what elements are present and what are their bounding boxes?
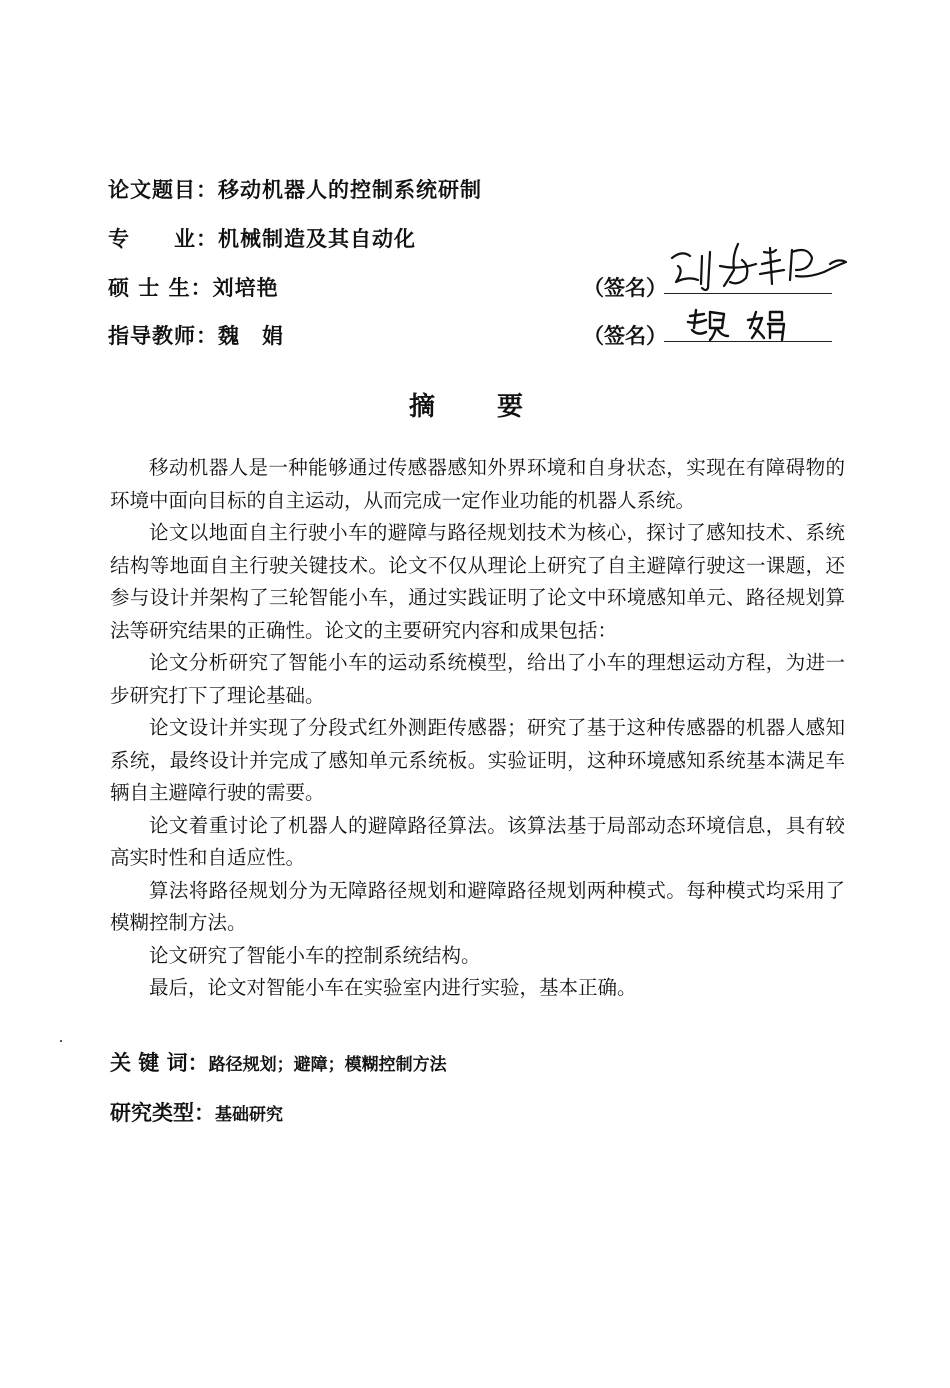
abstract-paragraph: 算法将路径规划分为无障路径规划和避障路径规划两种模式。每种模式均采用了模糊控制方法。 [110,878,845,934]
thesis-title-label: 论文题目： [108,178,218,202]
abstract-title: 摘 要 [408,392,541,422]
advisor-label: 指导教师： [108,324,218,348]
student-label: 硕 士 生： [108,276,213,300]
thesis-title-row [108,174,482,204]
research-type-label: 研究类型： [110,1101,215,1125]
major-row [108,223,416,253]
research-type-row [110,1097,283,1127]
major-label: 专 业： [108,227,218,251]
advisor-row [108,320,284,350]
abstract-paragraph: 论文研究了智能小车的控制系统结构。 [149,943,481,967]
abstract-paragraph: 论文设计并实现了分段式红外测距传感器；研究了基于这种传感器的机器人感知系统，最终设计并完成了感知单元系统板。实验证明，这种环境感知系统基本满足车辆自主避障行驶的需要。 [110,716,845,804]
abstract-body [110,452,845,1005]
advisor-signature [686,306,796,344]
abstract-paragraph: 最后，论文对智能小车在实验室内进行实验，基本正确。 [149,976,637,999]
student-row [108,272,279,302]
keywords-row [110,1047,447,1077]
advisor-sign-label: （签名） [583,324,667,348]
major-value: 机械制造及其自动化 [218,227,416,251]
thesis-title-value: 移动机器人的控制系统研制 [218,178,482,202]
abstract-paragraph: 论文以地面自主行驶小车的避障与路径规划技术为核心，探讨了感知技术、系统结构等地面自主行驶关键技术。论文不仅从理论上研究了自主避障行驶这一课题，还参与设计并架构了三轮智能小车，通过实践证明了论文中环境感知单元、路径规划算法等研究结果的正确性。论文的主要研究内容和成果包括： [110,521,845,642]
abstract-paragraph: 移动机器人是一种能够通过传感器感知外界环境和自身状态，实现在有障碍物的环境中面向目标的自主运动，从而完成一定作业功能的机器人系统。 [110,456,845,512]
keywords-label: 关 键 词： [110,1051,209,1075]
student-sign-label: （签名） [583,276,667,300]
student-signature [668,236,858,296]
keywords-value: 路径规划；避障；模糊控制方法 [208,1055,447,1075]
student-name: 刘培艳 [212,276,279,300]
research-type-value: 基础研究 [215,1105,283,1125]
scan-speck [60,1040,62,1042]
advisor-name: 魏 娟 [218,324,284,348]
abstract-paragraph: 论文着重讨论了机器人的避障路径算法。该算法基于局部动态环境信息，具有较高实时性和自适应性。 [110,813,845,869]
abstract-paragraph: 论文分析研究了智能小车的运动系统模型，给出了小车的理想运动方程，为进一步研究打下了理论基础。 [110,651,845,707]
